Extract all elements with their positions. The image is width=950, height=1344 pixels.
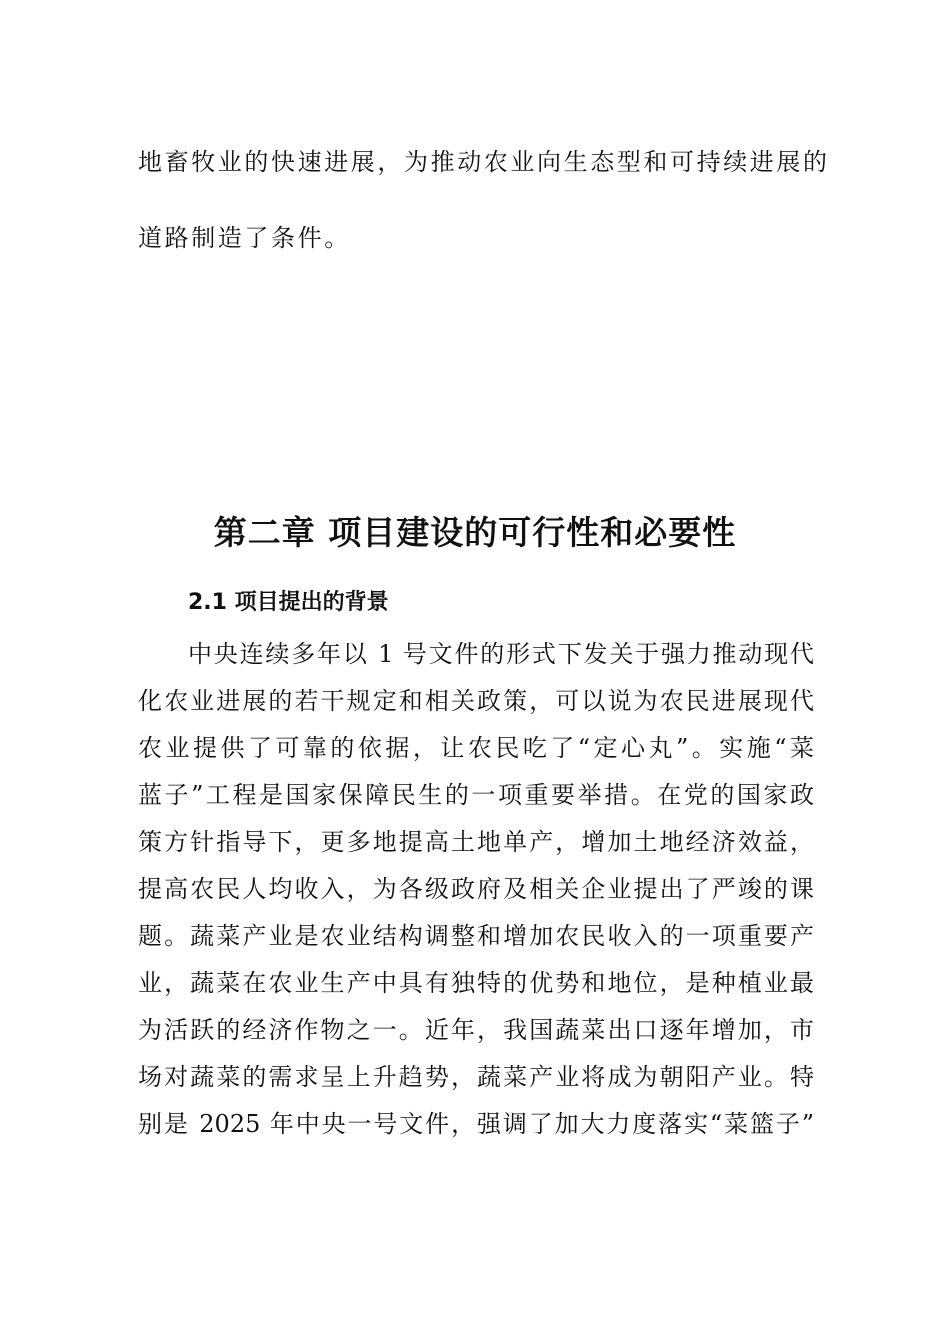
paragraph-line-9: 为活跃的经济作物之一。近年，我国蔬菜出口逐年增加，市 (138, 1016, 814, 1044)
paragraph-line-5: 策方针指导下，更多地提高土地单产，增加土地经济效益， (138, 828, 814, 856)
paragraph-line-10: 场对蔬菜的需求呈上升趋势，蔬菜产业将成为朝阳产业。特 (138, 1063, 814, 1091)
paragraph-line-3: 农业提供了可靠的依据，让农民吃了“定心丸”。实施“菜 (138, 734, 814, 762)
section-heading: 2.1 项目提出的背景 (188, 590, 389, 615)
paragraph-line-1: 中央连续多年以 1 号文件的形式下发关于强力推动现代 (188, 640, 814, 668)
paragraph-line-4: 蓝子”工程是国家保障民生的一项重要举措。在党的国家政 (138, 781, 814, 809)
paragraph-line-11: 别是 2025 年中央一号文件，强调了加大力度落实“菜篮子” (138, 1110, 814, 1138)
paragraph-line-6: 提高农民人均收入，为各级政府及相关企业提出了严竣的课 (138, 875, 814, 903)
paragraph-line-2: 化农业进展的若干规定和相关政策，可以说为农民进展现代 (138, 687, 814, 715)
carryover-line-2: 道路制造了条件。 (138, 224, 351, 252)
chapter-title: 第二章 项目建设的可行性和必要性 (213, 513, 737, 552)
paragraph-line-8: 业，蔬菜在农业生产中具有独特的优势和地位，是种植业最 (138, 969, 814, 997)
carryover-line-1: 地畜牧业的快速进展，为推动农业向生态型和可持续进展的 (138, 148, 830, 176)
paragraph-line-7: 题。蔬菜产业是农业结构调整和增加农民收入的一项重要产 (138, 922, 814, 950)
